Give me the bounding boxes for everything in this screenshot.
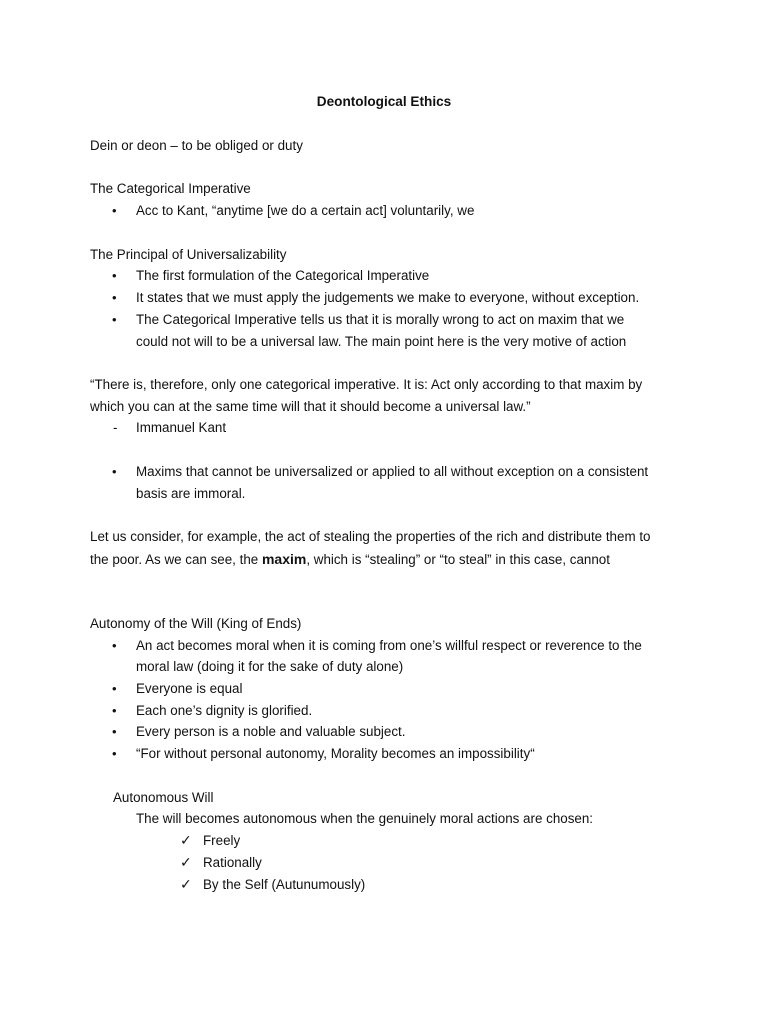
universalizability-heading: The Principal of Universalizability	[90, 247, 287, 262]
list-item: “For without personal autonomy, Morality becomes an impossibility“	[136, 746, 535, 761]
categorical-imperative-heading: The Categorical Imperative	[90, 181, 251, 196]
example-paragraph-line	[90, 550, 610, 569]
quote-author: Immanuel Kant	[136, 420, 227, 435]
list-item: The Categorical Imperative tells us that it is morally wrong to act on maxim that we	[136, 312, 625, 327]
list-item: Each one’s dignity is glorified.	[136, 703, 313, 718]
list-item: The first formulation of the Categorical Imperative	[136, 268, 430, 283]
list-item: It states that we must apply the judgements we make to everyone, without exception.	[136, 290, 640, 305]
bullet-icon: •	[112, 681, 117, 696]
checkmark-icon: ✓	[180, 832, 192, 848]
maxim-term: maxim	[261, 551, 307, 567]
definition-text: Dein or deon – to be obliged or duty	[90, 138, 303, 153]
list-item-continuation: basis are immoral.	[136, 486, 246, 501]
quote-dash: -	[113, 420, 118, 435]
example-text: the poor. As we can see, the	[90, 552, 262, 567]
example-text: , which is “stealing” or “to steal” in this case, cannot	[306, 552, 610, 567]
list-item: Maxims that cannot be universalized or applied to all without exception on a consistent	[136, 464, 649, 479]
autonomy-heading: Autonomy of the Will (King of Ends)	[90, 616, 302, 631]
checkmark-icon: ✓	[180, 854, 192, 870]
list-item-continuation: moral law (doing it for the sake of duty alone)	[136, 659, 404, 674]
bullet-icon: •	[112, 464, 117, 479]
autonomous-will-intro: The will becomes autonomous when the genuinely moral actions are chosen:	[136, 811, 594, 826]
bullet-icon: •	[112, 703, 117, 718]
document-title: Deontological Ethics	[316, 94, 452, 109]
quote-line: which you can at the same time will that it should become a universal law.”	[90, 399, 531, 414]
bullet-icon: •	[112, 724, 117, 739]
list-item: Acc to Kant, “anytime [we do a certain act] voluntarily, we	[136, 203, 475, 218]
example-paragraph-line: Let us consider, for example, the act of stealing the properties of the rich and distribute them to	[90, 529, 651, 544]
bullet-icon: •	[112, 203, 117, 218]
quote-line: “There is, therefore, only one categorical imperative. It is: Act only according to that maxim by	[90, 377, 643, 392]
list-item: Everyone is equal	[136, 681, 243, 696]
bullet-icon: •	[112, 290, 117, 305]
list-item-continuation: could not will to be a universal law. The main point here is the very motive of action	[136, 334, 627, 349]
list-item: An act becomes moral when it is coming from one’s willful respect or reverence to the	[136, 638, 642, 653]
list-item: Every person is a noble and valuable subject.	[136, 724, 406, 739]
bullet-icon: •	[112, 268, 117, 283]
check-list-item: Freely	[203, 833, 241, 848]
autonomous-will-heading: Autonomous Will	[113, 790, 214, 805]
bullet-icon: •	[112, 312, 117, 327]
bullet-icon: •	[112, 746, 117, 761]
check-list-item: Rationally	[203, 855, 262, 870]
bullet-icon: •	[112, 638, 117, 653]
check-list-item: By the Self (Autunumously)	[203, 877, 366, 892]
checkmark-icon: ✓	[180, 876, 192, 892]
